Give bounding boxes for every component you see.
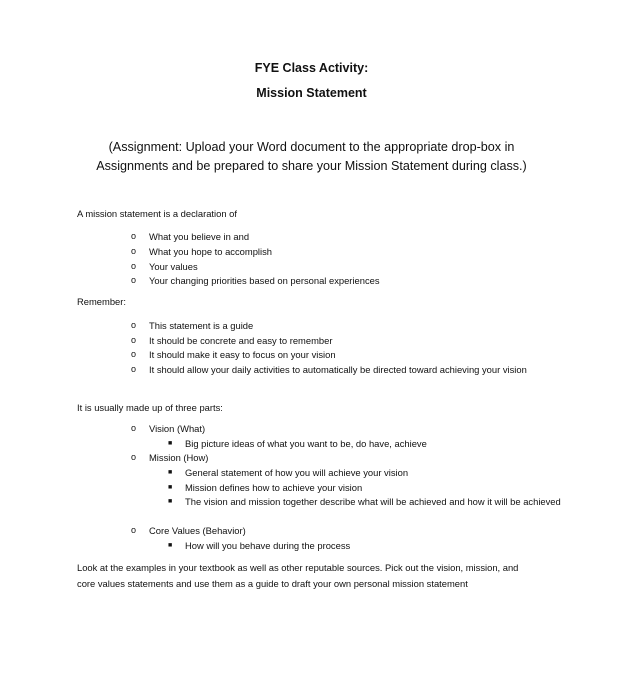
list-item: Your values — [149, 261, 198, 272]
list-item: This statement is a guide — [149, 320, 254, 331]
assignment-instructions — [70, 138, 553, 176]
part-label: Vision (What) — [149, 423, 206, 434]
parts-intro: It is usually made up of three parts: — [77, 402, 223, 413]
list-item: The vision and mission together describe what will be achieved and how it will be achieved — [185, 496, 561, 507]
list-item: Big picture ideas of what you want to be, do have, achieve — [185, 438, 427, 449]
bullet-square-icon: ■ — [168, 440, 173, 447]
assignment-line-2: Assignments and be prepared to share your Mission Statement during class.) — [96, 159, 527, 173]
bullet-square-icon: ■ — [168, 469, 173, 476]
page-title: FYE Class Activity: — [254, 61, 369, 75]
bullet-circle-icon: o — [131, 335, 137, 345]
part-label: Mission (How) — [149, 452, 209, 463]
remember-label: Remember: — [77, 296, 126, 307]
list-item: Your changing priorities based on personal experiences — [149, 275, 380, 286]
bullet-circle-icon: o — [131, 364, 137, 374]
list-item: Mission defines how to achieve your vision — [185, 482, 363, 493]
bullet-circle-icon: o — [131, 320, 137, 330]
list-item: How will you behave during the process — [185, 540, 351, 551]
bullet-circle-icon: o — [131, 525, 137, 535]
bullet-circle-icon: o — [131, 275, 137, 285]
bullet-circle-icon: o — [131, 231, 137, 241]
bullet-square-icon: ■ — [168, 542, 173, 549]
closing-line-1: Look at the examples in your textbook as well as other reputable sources. Pick out the vision, mission, and — [77, 562, 519, 573]
list-item: What you hope to accomplish — [149, 246, 272, 257]
definition-intro: A mission statement is a declaration of — [77, 208, 237, 219]
list-item: General statement of how you will achieve your vision — [185, 467, 409, 478]
page-subtitle: Mission Statement — [256, 86, 367, 100]
bullet-circle-icon: o — [131, 349, 137, 359]
list-item: It should make it easy to focus on your vision — [149, 349, 336, 360]
bullet-circle-icon: o — [131, 261, 137, 271]
list-item: It should allow your daily activities to automatically be directed toward achieving your vision — [149, 364, 527, 375]
closing-paragraph — [77, 560, 567, 592]
list-item: It should be concrete and easy to remember — [149, 335, 333, 346]
assignment-line-1: (Assignment: Upload your Word document to the appropriate drop-box in — [108, 140, 515, 154]
bullet-circle-icon: o — [131, 452, 137, 462]
part-label: Core Values (Behavior) — [149, 525, 246, 536]
closing-line-2: core values statements and use them as a guide to draft your own personal mission statement — [77, 578, 468, 589]
bullet-square-icon: ■ — [168, 498, 173, 505]
bullet-circle-icon: o — [131, 246, 137, 256]
list-item: What you believe in and — [149, 231, 250, 242]
bullet-square-icon: ■ — [168, 484, 173, 491]
bullet-circle-icon: o — [131, 423, 137, 433]
